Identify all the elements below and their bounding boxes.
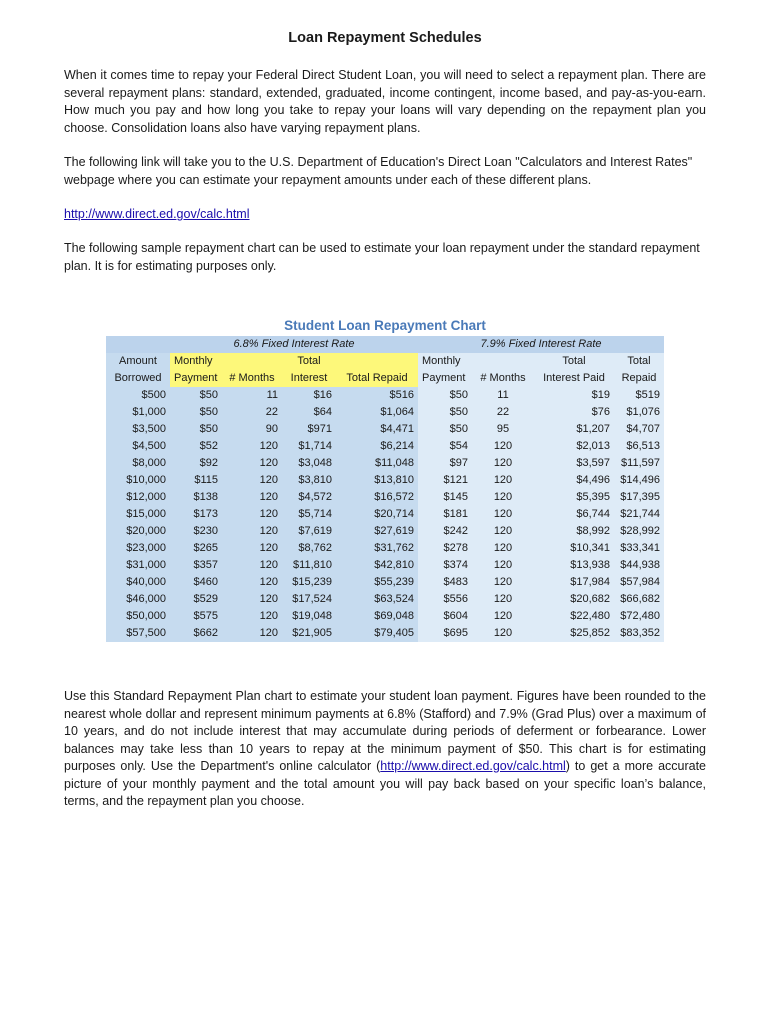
interest-paid-79-cell: $13,938 (534, 557, 614, 574)
months-79-cell: 120 (472, 489, 534, 506)
link-intro-paragraph: The following link will take you to the U.S. Department of Education's Direct Loan "Calculators and Interest Rates" webpage where you can estimate your repayment amounts under each of these different plans. (64, 155, 693, 187)
sample-chart-paragraph: The following sample repayment chart can be used to estimate your loan repayment under the standard repayment plan. It is for estimating purposes only. (64, 241, 700, 273)
monthly-payment-79-cell: $374 (418, 557, 472, 574)
header-empty-68b (336, 353, 418, 370)
months-68-cell: 120 (259, 542, 278, 554)
total-repaid-68-cell: $11,048 (375, 457, 414, 469)
header-borrowed: Borrowed (106, 370, 170, 387)
total-interest-68-cell: $7,619 (298, 525, 332, 537)
column-header-row-2 (106, 370, 664, 387)
months-68-cell: 120 (259, 559, 278, 571)
header-total-interest-68: Total (282, 353, 336, 370)
interest-paid-79-cell: $3,597 (534, 455, 614, 472)
total-repaid-68-cell: $31,762 (374, 542, 414, 554)
monthly-payment-68-cell: $173 (193, 508, 218, 520)
total-repaid-79-cell: $4,707 (614, 421, 664, 438)
repayment-chart (106, 316, 664, 642)
months-68-cell: 90 (265, 423, 278, 435)
months-79-cell: 95 (472, 421, 534, 438)
table-row (106, 455, 664, 472)
header-payment-79: Payment (418, 370, 472, 387)
total-repaid-68-cell: $1,064 (380, 406, 414, 418)
total-repaid-79-cell: $57,984 (614, 574, 664, 591)
table-row (106, 421, 664, 438)
total-interest-68-cell: $1,714 (298, 440, 332, 452)
interest-paid-79-cell: $4,496 (534, 472, 614, 489)
amount-borrowed-cell: $23,000 (106, 540, 170, 557)
rate-68-label: 6.8% Fixed Interest Rate (170, 336, 418, 353)
monthly-payment-79-cell: $54 (418, 438, 472, 455)
monthly-payment-68-cell: $460 (193, 576, 218, 588)
months-68-cell: 11 (266, 389, 278, 401)
closing-text-before-link: Use this Standard Repayment Plan chart to estimate your student loan payment. Figures have been rounded to the nearest whole dollar and represent minimum payments at 6.8% (Stafford) and 7.9% (Grad Plus) over a maximum of 10 years, and do not include interest that may accumulate during periods of deferment or forbearance. Lower balances may take less than 10 years to repay at the minimum payment of $50. This chart is for estimating purposes only. Use the Department's online calculator ( (64, 689, 706, 773)
amount-borrowed-cell: $20,000 (106, 523, 170, 540)
total-repaid-79-cell: $519 (614, 387, 664, 404)
monthly-payment-68-cell: $138 (193, 491, 218, 503)
monthly-payment-68-cell: $50 (199, 406, 218, 418)
months-79-cell: 120 (472, 540, 534, 557)
months-68-cell: 120 (259, 474, 278, 486)
months-79-cell: 11 (472, 387, 534, 404)
monthly-payment-79-cell: $121 (418, 472, 472, 489)
total-interest-68-cell: $21,905 (292, 627, 332, 639)
monthly-payment-79-cell: $695 (418, 625, 472, 642)
months-79-cell: 120 (472, 455, 534, 472)
total-repaid-68-cell: $79,405 (374, 627, 414, 639)
amount-borrowed-cell: $15,000 (106, 506, 170, 523)
months-68-cell: 22 (265, 406, 278, 418)
intro-paragraph: When it comes time to repay your Federal Direct Student Loan, you will need to select a repayment plan. There are several repayment plans: standard, extended, graduated, income contingent, income based, and pay-as-you-earn. How much you pay and how long you take to repay your loans will vary depending on the repayment plan you choose. Consolidation loans also have varying repayment plans. (64, 68, 706, 135)
monthly-payment-68-cell: $115 (194, 474, 218, 486)
months-68-cell: 120 (259, 440, 278, 452)
interest-paid-79-cell: $2,013 (534, 438, 614, 455)
closing-paragraph (64, 688, 706, 811)
months-79-cell: 120 (472, 574, 534, 591)
amount-borrowed-cell: $12,000 (106, 489, 170, 506)
total-interest-68-cell: $16 (313, 389, 332, 401)
table-row (106, 489, 664, 506)
total-interest-68-cell: $19,048 (292, 610, 332, 622)
total-interest-68-cell: $8,762 (298, 542, 332, 554)
total-repaid-79-cell: $21,744 (614, 506, 664, 523)
header-months-79: # Months (472, 370, 534, 387)
interest-paid-79-cell: $10,341 (534, 540, 614, 557)
rate-header-row (106, 336, 664, 353)
months-68-cell: 120 (259, 593, 278, 605)
header-empty-68a (222, 353, 282, 370)
monthly-payment-68-cell: $52 (199, 440, 218, 452)
months-68-cell: 120 (259, 576, 278, 588)
total-repaid-79-cell: $17,395 (614, 489, 664, 506)
total-repaid-79-cell: $28,992 (614, 523, 664, 540)
closing-text-after-link: ) to get a more accurate picture of your monthly payment and the total amount you will pay back based on your specific loan’s balance, terms, and the repayment plan you choose. (64, 759, 707, 808)
total-interest-68-cell: $17,524 (292, 593, 332, 605)
monthly-payment-79-cell: $50 (418, 421, 472, 438)
monthly-payment-68-cell: $357 (193, 559, 218, 571)
header-empty-79a (472, 353, 534, 370)
table-row (106, 438, 664, 455)
months-79-cell: 120 (472, 557, 534, 574)
monthly-payment-79-cell: $242 (418, 523, 472, 540)
header-payment-68: Payment (170, 370, 222, 387)
table-row (106, 472, 664, 489)
table-row (106, 506, 664, 523)
months-79-cell: 120 (472, 506, 534, 523)
months-68-cell: 120 (259, 627, 278, 639)
monthly-payment-68-cell: $92 (199, 457, 218, 469)
header-interest-paid-79: Interest Paid (534, 370, 614, 387)
table-row (106, 574, 664, 591)
header-total-repaid-79: Total (614, 353, 664, 370)
header-total-repaid-68: Total Repaid (336, 370, 418, 387)
interest-paid-79-cell: $1,207 (534, 421, 614, 438)
rate-spacer-cell (106, 336, 170, 353)
header-months-68: # Months (222, 370, 282, 387)
amount-borrowed-cell: $4,500 (106, 438, 170, 455)
table-row (106, 404, 664, 421)
total-repaid-68-cell: $16,572 (374, 491, 414, 503)
column-header-row-1 (106, 353, 664, 370)
total-repaid-68-cell: $6,214 (380, 440, 414, 452)
header-total-interest-79: Total (534, 353, 614, 370)
total-repaid-68-cell: $55,239 (374, 576, 414, 588)
total-repaid-68-cell: $69,048 (374, 610, 414, 622)
total-repaid-68-cell: $516 (389, 389, 414, 401)
amount-borrowed-cell: $57,500 (106, 625, 170, 642)
total-repaid-68-cell: $27,619 (374, 525, 414, 537)
months-79-cell: 120 (472, 523, 534, 540)
calculator-link-inline[interactable]: http://www.direct.ed.gov/calc.html (380, 759, 566, 773)
document-title: Loan Repayment Schedules (288, 30, 482, 46)
total-repaid-68-cell: $63,524 (374, 593, 414, 605)
total-repaid-79-cell: $83,352 (614, 625, 664, 642)
months-68-cell: 120 (259, 525, 278, 537)
table-row (106, 387, 664, 404)
calculator-link[interactable]: http://www.direct.ed.gov/calc.html (64, 207, 250, 221)
amount-borrowed-cell: $1,000 (106, 404, 170, 421)
months-79-cell: 120 (472, 608, 534, 625)
total-interest-68-cell: $5,714 (298, 508, 332, 520)
header-monthly-68: Monthly (170, 353, 222, 370)
total-repaid-79-cell: $14,496 (614, 472, 664, 489)
total-interest-68-cell: $4,572 (298, 491, 332, 503)
months-68-cell: 120 (259, 610, 278, 622)
months-79-cell: 120 (472, 625, 534, 642)
monthly-payment-79-cell: $50 (418, 387, 472, 404)
total-repaid-79-cell: $6,513 (614, 438, 664, 455)
total-interest-68-cell: $971 (307, 423, 332, 435)
header-repaid-79: Repaid (614, 370, 664, 387)
chart-title: Student Loan Repayment Chart (284, 318, 486, 333)
monthly-payment-79-cell: $604 (418, 608, 472, 625)
interest-paid-79-cell: $6,744 (534, 506, 614, 523)
monthly-payment-68-cell: $529 (193, 593, 218, 605)
monthly-payment-79-cell: $278 (418, 540, 472, 557)
interest-paid-79-cell: $76 (534, 404, 614, 421)
total-repaid-79-cell: $66,682 (614, 591, 664, 608)
total-interest-68-cell: $3,048 (298, 457, 332, 469)
monthly-payment-68-cell: $662 (193, 627, 218, 639)
total-repaid-79-cell: $72,480 (614, 608, 664, 625)
monthly-payment-79-cell: $556 (418, 591, 472, 608)
interest-paid-79-cell: $8,992 (534, 523, 614, 540)
monthly-payment-79-cell: $145 (418, 489, 472, 506)
repayment-table-body (106, 387, 664, 642)
total-interest-68-cell: $11,810 (293, 559, 332, 571)
interest-paid-79-cell: $17,984 (534, 574, 614, 591)
months-79-cell: 120 (472, 472, 534, 489)
interest-paid-79-cell: $5,395 (534, 489, 614, 506)
monthly-payment-68-cell: $230 (193, 525, 218, 537)
monthly-payment-68-cell: $265 (193, 542, 218, 554)
total-repaid-79-cell: $44,938 (614, 557, 664, 574)
table-row (106, 608, 664, 625)
total-interest-68-cell: $15,239 (292, 576, 332, 588)
table-row (106, 591, 664, 608)
amount-borrowed-cell: $40,000 (106, 574, 170, 591)
table-row (106, 540, 664, 557)
amount-borrowed-cell: $8,000 (106, 455, 170, 472)
header-interest-68: Interest (282, 370, 336, 387)
interest-paid-79-cell: $19 (534, 387, 614, 404)
total-repaid-79-cell: $1,076 (614, 404, 664, 421)
interest-paid-79-cell: $20,682 (534, 591, 614, 608)
total-repaid-79-cell: $11,597 (614, 455, 664, 472)
monthly-payment-68-cell: $575 (193, 610, 218, 622)
calculator-link-paragraph (64, 206, 706, 224)
amount-borrowed-cell: $46,000 (106, 591, 170, 608)
table-row (106, 625, 664, 642)
interest-paid-79-cell: $25,852 (534, 625, 614, 642)
rate-79-label: 7.9% Fixed Interest Rate (418, 336, 664, 353)
monthly-payment-79-cell: $50 (418, 404, 472, 421)
header-amount: Amount (106, 353, 170, 370)
total-repaid-68-cell: $13,810 (374, 474, 414, 486)
total-repaid-68-cell: $20,714 (374, 508, 414, 520)
table-row (106, 557, 664, 574)
total-repaid-68-cell: $42,810 (374, 559, 414, 571)
total-interest-68-cell: $3,810 (298, 474, 332, 486)
header-monthly-79: Monthly (418, 353, 472, 370)
amount-borrowed-cell: $500 (106, 387, 170, 404)
monthly-payment-68-cell: $50 (199, 389, 218, 401)
total-interest-68-cell: $64 (313, 406, 332, 418)
amount-borrowed-cell: $50,000 (106, 608, 170, 625)
monthly-payment-79-cell: $483 (418, 574, 472, 591)
months-79-cell: 120 (472, 591, 534, 608)
monthly-payment-79-cell: $181 (418, 506, 472, 523)
monthly-payment-68-cell: $50 (199, 423, 218, 435)
months-79-cell: 22 (472, 404, 534, 421)
months-68-cell: 120 (259, 508, 278, 520)
interest-paid-79-cell: $22,480 (534, 608, 614, 625)
repayment-table (106, 336, 664, 642)
monthly-payment-79-cell: $97 (418, 455, 472, 472)
amount-borrowed-cell: $3,500 (106, 421, 170, 438)
total-repaid-79-cell: $33,341 (614, 540, 664, 557)
amount-borrowed-cell: $31,000 (106, 557, 170, 574)
months-79-cell: 120 (472, 438, 534, 455)
amount-borrowed-cell: $10,000 (106, 472, 170, 489)
months-68-cell: 120 (259, 491, 278, 503)
months-68-cell: 120 (259, 457, 278, 469)
table-row (106, 523, 664, 540)
total-repaid-68-cell: $4,471 (380, 423, 414, 435)
